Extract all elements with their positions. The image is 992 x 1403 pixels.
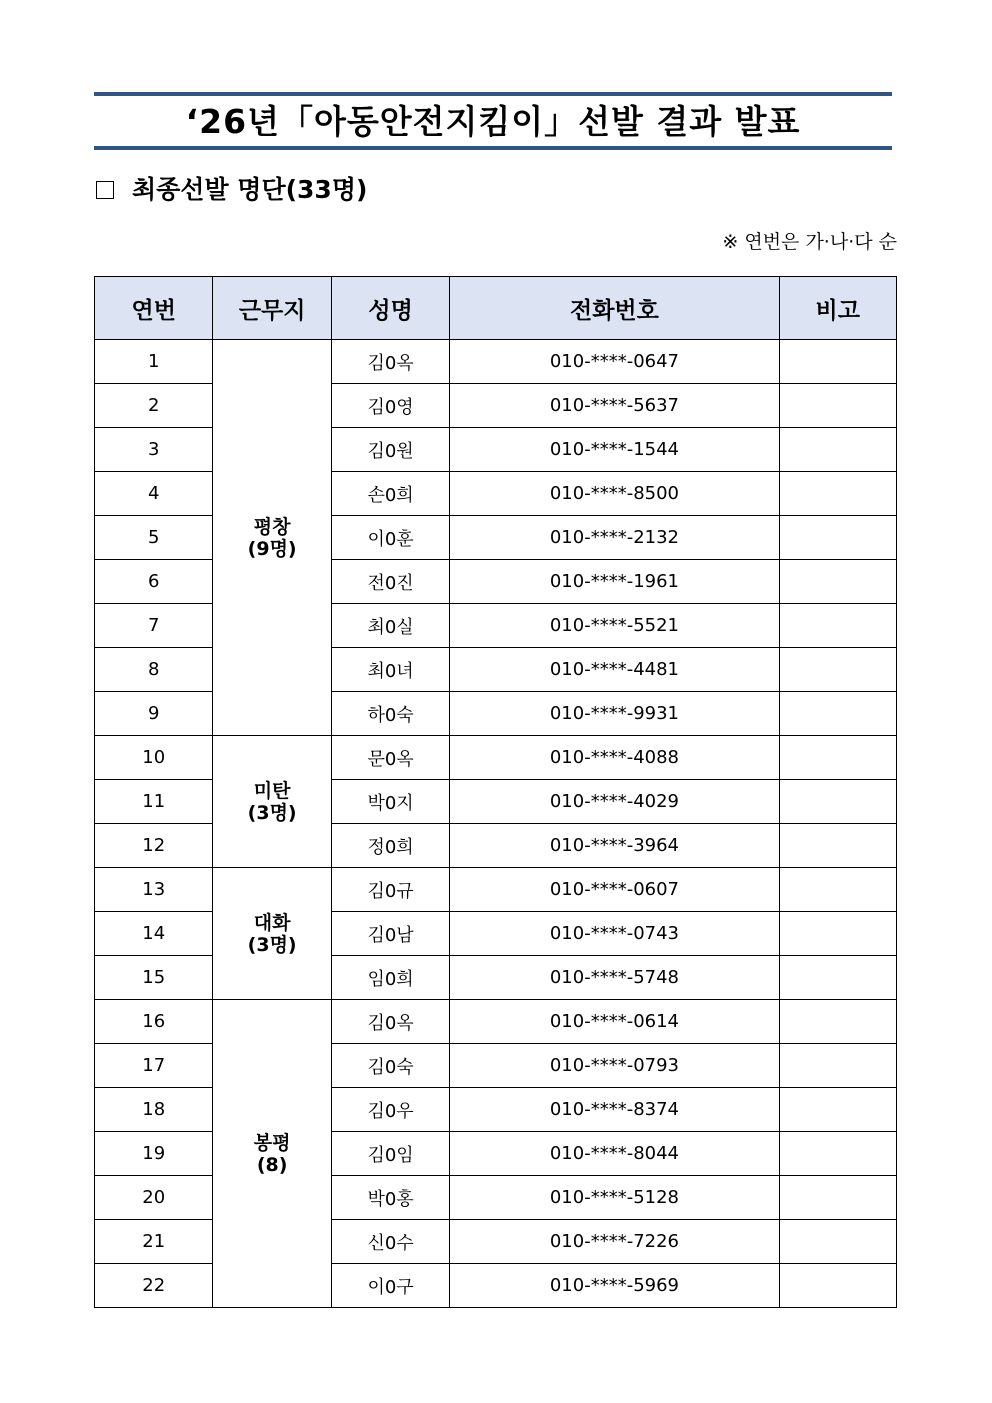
row-no: 20 — [95, 1176, 213, 1220]
row-no: 9 — [95, 692, 213, 736]
header-workplace: 근무지 — [213, 277, 331, 340]
row-name: 김0원 — [331, 428, 449, 472]
row-phone: 010-****-0743 — [450, 912, 779, 956]
row-name: 신0수 — [331, 1220, 449, 1264]
region-cell-bongpyeong — [213, 1000, 331, 1308]
row-name: 김0우 — [331, 1088, 449, 1132]
row-no: 19 — [95, 1132, 213, 1176]
row-name: 이0훈 — [331, 516, 449, 560]
row-remarks — [779, 868, 896, 912]
row-remarks — [779, 912, 896, 956]
row-phone: 010-****-0614 — [450, 1000, 779, 1044]
row-phone: 010-****-4088 — [450, 736, 779, 780]
row-remarks — [779, 472, 896, 516]
row-remarks — [779, 1088, 896, 1132]
row-remarks — [779, 516, 896, 560]
region-count: (3명) — [247, 801, 297, 824]
row-remarks — [779, 560, 896, 604]
region-count: (8) — [256, 1153, 288, 1176]
row-name: 정0희 — [331, 824, 449, 868]
empty-square-icon — [96, 181, 114, 199]
row-no: 7 — [95, 604, 213, 648]
row-name: 김0옥 — [331, 340, 449, 384]
row-no: 6 — [95, 560, 213, 604]
row-remarks — [779, 1176, 896, 1220]
row-phone: 010-****-1961 — [450, 560, 779, 604]
row-no: 5 — [95, 516, 213, 560]
region-name: 봉평 — [253, 1131, 291, 1154]
row-phone: 010-****-0607 — [450, 868, 779, 912]
table-row — [95, 868, 897, 912]
row-name: 이0구 — [331, 1264, 449, 1308]
row-remarks — [779, 428, 896, 472]
row-phone: 010-****-5521 — [450, 604, 779, 648]
region-cell-mitan — [213, 736, 331, 868]
section-heading-label: 최종선발 명단(33명) — [132, 175, 368, 204]
row-no: 4 — [95, 472, 213, 516]
row-no: 3 — [95, 428, 213, 472]
row-name: 김0남 — [331, 912, 449, 956]
row-remarks — [779, 1000, 896, 1044]
row-name: 최0녀 — [331, 648, 449, 692]
row-remarks — [779, 340, 896, 384]
row-no: 1 — [95, 340, 213, 384]
row-no: 16 — [95, 1000, 213, 1044]
row-phone: 010-****-8500 — [450, 472, 779, 516]
row-no: 8 — [95, 648, 213, 692]
row-phone: 010-****-5969 — [450, 1264, 779, 1308]
section-heading — [96, 172, 367, 208]
row-no: 22 — [95, 1264, 213, 1308]
row-remarks — [779, 692, 896, 736]
row-remarks — [779, 780, 896, 824]
row-no: 21 — [95, 1220, 213, 1264]
header-remarks: 비고 — [779, 277, 896, 340]
row-remarks — [779, 1220, 896, 1264]
row-phone: 010-****-4481 — [450, 648, 779, 692]
row-phone: 010-****-0793 — [450, 1044, 779, 1088]
row-phone: 010-****-4029 — [450, 780, 779, 824]
row-no: 2 — [95, 384, 213, 428]
row-remarks — [779, 1132, 896, 1176]
row-no: 15 — [95, 956, 213, 1000]
row-no: 12 — [95, 824, 213, 868]
ordering-note: ※ 연번은 가·나·다 순 — [722, 231, 897, 253]
row-no: 17 — [95, 1044, 213, 1088]
row-phone: 010-****-5128 — [450, 1176, 779, 1220]
row-remarks — [779, 384, 896, 428]
row-phone: 010-****-1544 — [450, 428, 779, 472]
row-phone: 010-****-3964 — [450, 824, 779, 868]
row-name: 문0옥 — [331, 736, 449, 780]
row-name: 박0홍 — [331, 1176, 449, 1220]
row-phone: 010-****-5637 — [450, 384, 779, 428]
header-phone: 전화번호 — [450, 277, 779, 340]
row-phone: 010-****-8374 — [450, 1088, 779, 1132]
header-no: 연번 — [95, 277, 213, 340]
table-row — [95, 1000, 897, 1044]
row-phone: 010-****-2132 — [450, 516, 779, 560]
row-no: 18 — [95, 1088, 213, 1132]
row-no: 10 — [95, 736, 213, 780]
row-name: 김0옥 — [331, 1000, 449, 1044]
row-remarks — [779, 1044, 896, 1088]
row-name: 전0진 — [331, 560, 449, 604]
row-name: 김0영 — [331, 384, 449, 428]
row-name: 김0임 — [331, 1132, 449, 1176]
region-name: 대화 — [253, 911, 291, 934]
row-name: 하0숙 — [331, 692, 449, 736]
row-no: 11 — [95, 780, 213, 824]
region-name: 평창 — [253, 515, 291, 538]
row-name: 김0규 — [331, 868, 449, 912]
header-name: 성명 — [331, 277, 449, 340]
row-no: 13 — [95, 868, 213, 912]
row-remarks — [779, 648, 896, 692]
row-name: 최0실 — [331, 604, 449, 648]
row-phone: 010-****-5748 — [450, 956, 779, 1000]
selection-results-table — [94, 276, 897, 1308]
document-title-block — [94, 92, 892, 150]
title-bottom-rule — [94, 146, 892, 150]
row-remarks — [779, 824, 896, 868]
table-row — [95, 340, 897, 384]
title-top-rule — [94, 92, 892, 96]
table-header-row — [95, 277, 897, 340]
region-count: (9명) — [247, 537, 297, 560]
row-remarks — [779, 1264, 896, 1308]
table-row — [95, 736, 897, 780]
row-phone: 010-****-0647 — [450, 340, 779, 384]
row-name: 임0희 — [331, 956, 449, 1000]
region-cell-pyeongchang — [213, 340, 331, 736]
region-count: (3명) — [247, 933, 297, 956]
row-remarks — [779, 956, 896, 1000]
row-name: 손0희 — [331, 472, 449, 516]
row-remarks — [779, 736, 896, 780]
document-title: ‘26년「아동안전지킴이」선발 결과 발표 — [185, 102, 801, 141]
region-cell-daehwa — [213, 868, 331, 1000]
row-no: 14 — [95, 912, 213, 956]
row-phone: 010-****-9931 — [450, 692, 779, 736]
row-phone: 010-****-7226 — [450, 1220, 779, 1264]
region-name: 미탄 — [253, 779, 291, 802]
row-phone: 010-****-8044 — [450, 1132, 779, 1176]
row-name: 김0숙 — [331, 1044, 449, 1088]
row-name: 박0지 — [331, 780, 449, 824]
row-remarks — [779, 604, 896, 648]
